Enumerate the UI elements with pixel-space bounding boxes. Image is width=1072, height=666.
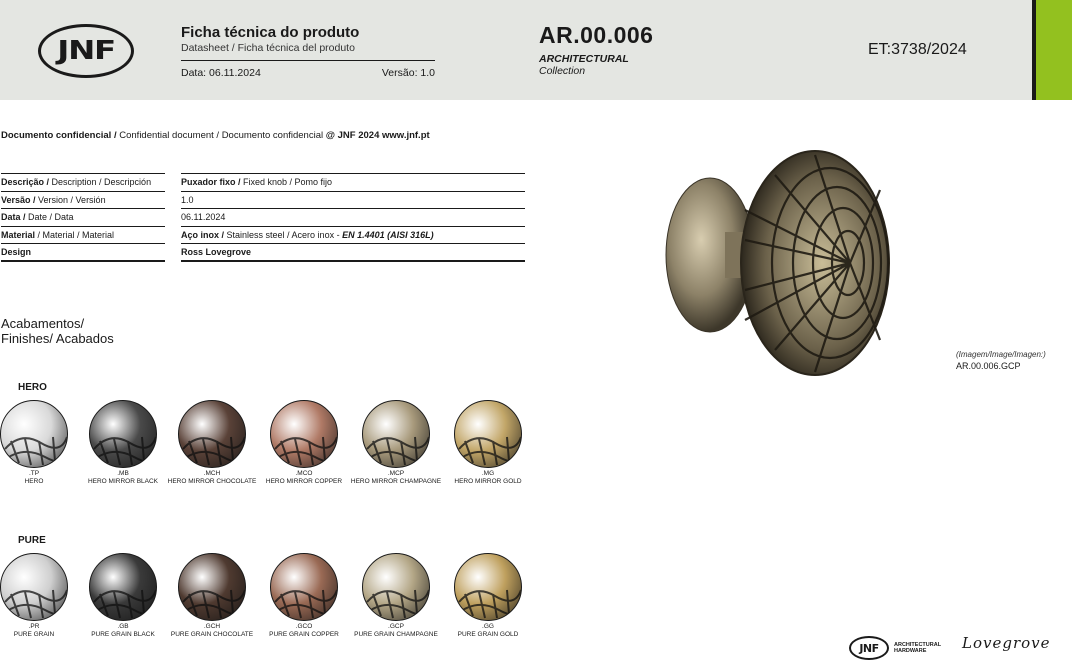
finish-name: HERO MIRROR CHOCOLATE bbox=[167, 478, 257, 485]
finish-swatch bbox=[254, 553, 354, 638]
spec-label-4 bbox=[1, 244, 165, 262]
knob-dome bbox=[741, 151, 889, 375]
product-code: AR.00.006 bbox=[539, 22, 654, 48]
spec-value-rest: Stainless steel / Acero inox - bbox=[224, 229, 343, 240]
et-number: ET:3738/2024 bbox=[868, 41, 967, 58]
collection-name: ARCHITECTURAL bbox=[539, 53, 629, 65]
footer-arch-text bbox=[894, 642, 941, 654]
finish-code: .TP bbox=[28, 470, 40, 477]
spec-label-rest: Description / Descripción bbox=[49, 177, 152, 187]
datasheet-date: Data: 06.11.2024 bbox=[181, 67, 261, 79]
finish-lattice-icon bbox=[363, 554, 430, 621]
finish-sample-circle bbox=[0, 553, 68, 621]
footer-arch-line2: HARDWARE bbox=[894, 648, 927, 654]
finish-sample-circle bbox=[89, 400, 157, 468]
finish-code: .MCO bbox=[295, 470, 313, 477]
finish-code: .MG bbox=[481, 470, 495, 477]
image-caption bbox=[956, 350, 1046, 371]
finishes-title bbox=[1, 316, 114, 346]
finish-sample-circle bbox=[0, 400, 68, 468]
spec-label-rest: Date / Data bbox=[25, 212, 74, 222]
finish-sample-circle bbox=[362, 400, 430, 468]
datasheet-title-block bbox=[181, 24, 435, 79]
finishes-title-line2: Finishes/ Acabados bbox=[1, 331, 114, 346]
finish-lattice-icon bbox=[271, 401, 338, 468]
spec-value-0 bbox=[181, 174, 525, 192]
finish-swatch bbox=[73, 553, 173, 638]
finish-sample-circle bbox=[270, 400, 338, 468]
finish-code: .MCP bbox=[387, 470, 405, 477]
finish-lattice-icon bbox=[90, 401, 157, 468]
footer-jnf-logo bbox=[849, 636, 889, 660]
spec-label-bold: Descrição / bbox=[1, 177, 50, 187]
finish-name: PURE GRAIN BLACK bbox=[91, 631, 155, 638]
finish-code: .GG bbox=[482, 623, 494, 630]
finish-sample-circle bbox=[270, 553, 338, 621]
finish-name: HERO MIRROR GOLD bbox=[454, 478, 522, 485]
pure-group-label: PURE bbox=[18, 535, 46, 546]
spec-value-bold: Puxador fixo / bbox=[181, 177, 241, 187]
finish-code: .GCP bbox=[388, 623, 404, 630]
confidential-copyright: @ JNF 2024 www.jnf.pt bbox=[325, 130, 430, 141]
spec-value-bold: Aço inox / bbox=[181, 229, 225, 240]
finish-sample-circle bbox=[362, 553, 430, 621]
finishes-title-line1: Acabamentos/ bbox=[1, 316, 85, 331]
date-version-row bbox=[181, 67, 435, 79]
finish-code: .GCO bbox=[295, 623, 313, 630]
finish-name: HERO bbox=[24, 478, 44, 485]
finish-swatch bbox=[0, 400, 84, 485]
spec-label-2 bbox=[1, 209, 165, 227]
finish-name: PURE GRAIN CHOCOLATE bbox=[170, 631, 254, 638]
hero-group-label: HERO bbox=[18, 382, 47, 393]
finish-name: HERO MIRROR BLACK bbox=[87, 478, 159, 485]
image-caption-label: (Imagem/Image/Imagen:) bbox=[956, 350, 1046, 359]
spec-label-rest: Version / Versión bbox=[35, 194, 106, 205]
finish-swatch bbox=[438, 400, 538, 485]
finish-swatch bbox=[0, 553, 84, 638]
finish-lattice-icon bbox=[1, 401, 68, 468]
finish-sample-circle bbox=[454, 553, 522, 621]
finish-swatch bbox=[346, 553, 446, 638]
spec-value-extra: EN 1.4401 (AISI 316L) bbox=[342, 229, 434, 240]
finish-sample-circle bbox=[89, 553, 157, 621]
datasheet-version: Versão: 1.0 bbox=[381, 67, 435, 79]
spec-label-rest: / Material / Material bbox=[35, 229, 115, 240]
header-bar bbox=[0, 0, 1072, 100]
finish-lattice-icon bbox=[271, 554, 338, 621]
spec-value-2 bbox=[181, 209, 525, 227]
confidential-lead: Documento confidencial / bbox=[1, 130, 117, 141]
finish-lattice-icon bbox=[455, 554, 522, 621]
spec-values bbox=[181, 173, 525, 262]
finish-name: PURE GRAIN COPPER bbox=[269, 631, 339, 638]
collection-label: Collection bbox=[539, 65, 586, 77]
finish-sample-circle bbox=[178, 400, 246, 468]
spec-value-rest: 06.11.2024 bbox=[181, 212, 226, 222]
finish-name: HERO MIRROR CHAMPAGNE bbox=[350, 478, 442, 485]
footer-arch-line1: ARCHITECTURAL bbox=[894, 642, 942, 648]
finish-lattice-icon bbox=[90, 554, 157, 621]
spec-label-0 bbox=[1, 174, 165, 192]
finish-swatch bbox=[162, 553, 262, 638]
finish-name: PURE GRAIN CHAMPAGNE bbox=[354, 631, 438, 638]
finish-name: PURE GRAIN bbox=[13, 631, 55, 638]
finish-lattice-icon bbox=[363, 401, 430, 468]
finish-sample-circle bbox=[178, 553, 246, 621]
product-code-block bbox=[539, 22, 653, 77]
spec-value-rest: Fixed knob / Pomo fijo bbox=[240, 177, 333, 187]
finish-code: .GCH bbox=[203, 623, 221, 630]
product-image bbox=[665, 150, 891, 380]
finish-swatch bbox=[254, 400, 354, 485]
finish-name: PURE GRAIN GOLD bbox=[457, 631, 519, 638]
spec-value-4 bbox=[181, 244, 525, 262]
spec-value-3 bbox=[181, 227, 525, 245]
logo-text: JNF bbox=[57, 36, 115, 66]
confidential-text: Confidential document / Documento confidencial bbox=[116, 130, 326, 141]
finish-name: HERO MIRROR COPPER bbox=[265, 478, 343, 485]
finish-swatch bbox=[73, 400, 173, 485]
confidential-notice bbox=[1, 130, 430, 141]
spec-value-bold: Ross Lovegrove bbox=[181, 247, 252, 257]
spec-label-bold: Versão / bbox=[1, 194, 36, 205]
finish-lattice-icon bbox=[179, 554, 246, 621]
image-caption-code: AR.00.006.GCP bbox=[956, 361, 1021, 371]
accent-bar bbox=[1036, 0, 1072, 100]
finish-code: .GB bbox=[117, 623, 129, 630]
finish-swatch bbox=[162, 400, 262, 485]
spec-label-1 bbox=[1, 192, 165, 210]
finish-swatch bbox=[438, 553, 538, 638]
spec-label-bold: Material bbox=[1, 229, 36, 240]
spec-label-3 bbox=[1, 227, 165, 245]
finish-sample-circle bbox=[454, 400, 522, 468]
finish-lattice-icon bbox=[179, 401, 246, 468]
spec-label-bold: Data / bbox=[1, 212, 26, 222]
spec-value-rest: 1.0 bbox=[181, 194, 194, 205]
spec-label-bold: Design bbox=[1, 247, 32, 257]
spec-value-1 bbox=[181, 192, 525, 210]
finish-lattice-icon bbox=[455, 401, 522, 468]
spec-labels bbox=[1, 173, 165, 262]
jnf-logo bbox=[38, 24, 134, 78]
datasheet-title: Ficha técnica do produto bbox=[181, 24, 360, 41]
finish-lattice-icon bbox=[1, 554, 68, 621]
finish-swatch bbox=[346, 400, 446, 485]
finish-code: .MCH bbox=[203, 470, 221, 477]
finish-code: .MB bbox=[117, 470, 129, 477]
designer-signature: Lovegrove bbox=[962, 634, 1051, 652]
datasheet-subtitle: Datasheet / Ficha técnica del produto bbox=[181, 42, 435, 61]
finish-code: .PR bbox=[28, 623, 40, 630]
footer-logo-text: JNF bbox=[859, 641, 879, 655]
